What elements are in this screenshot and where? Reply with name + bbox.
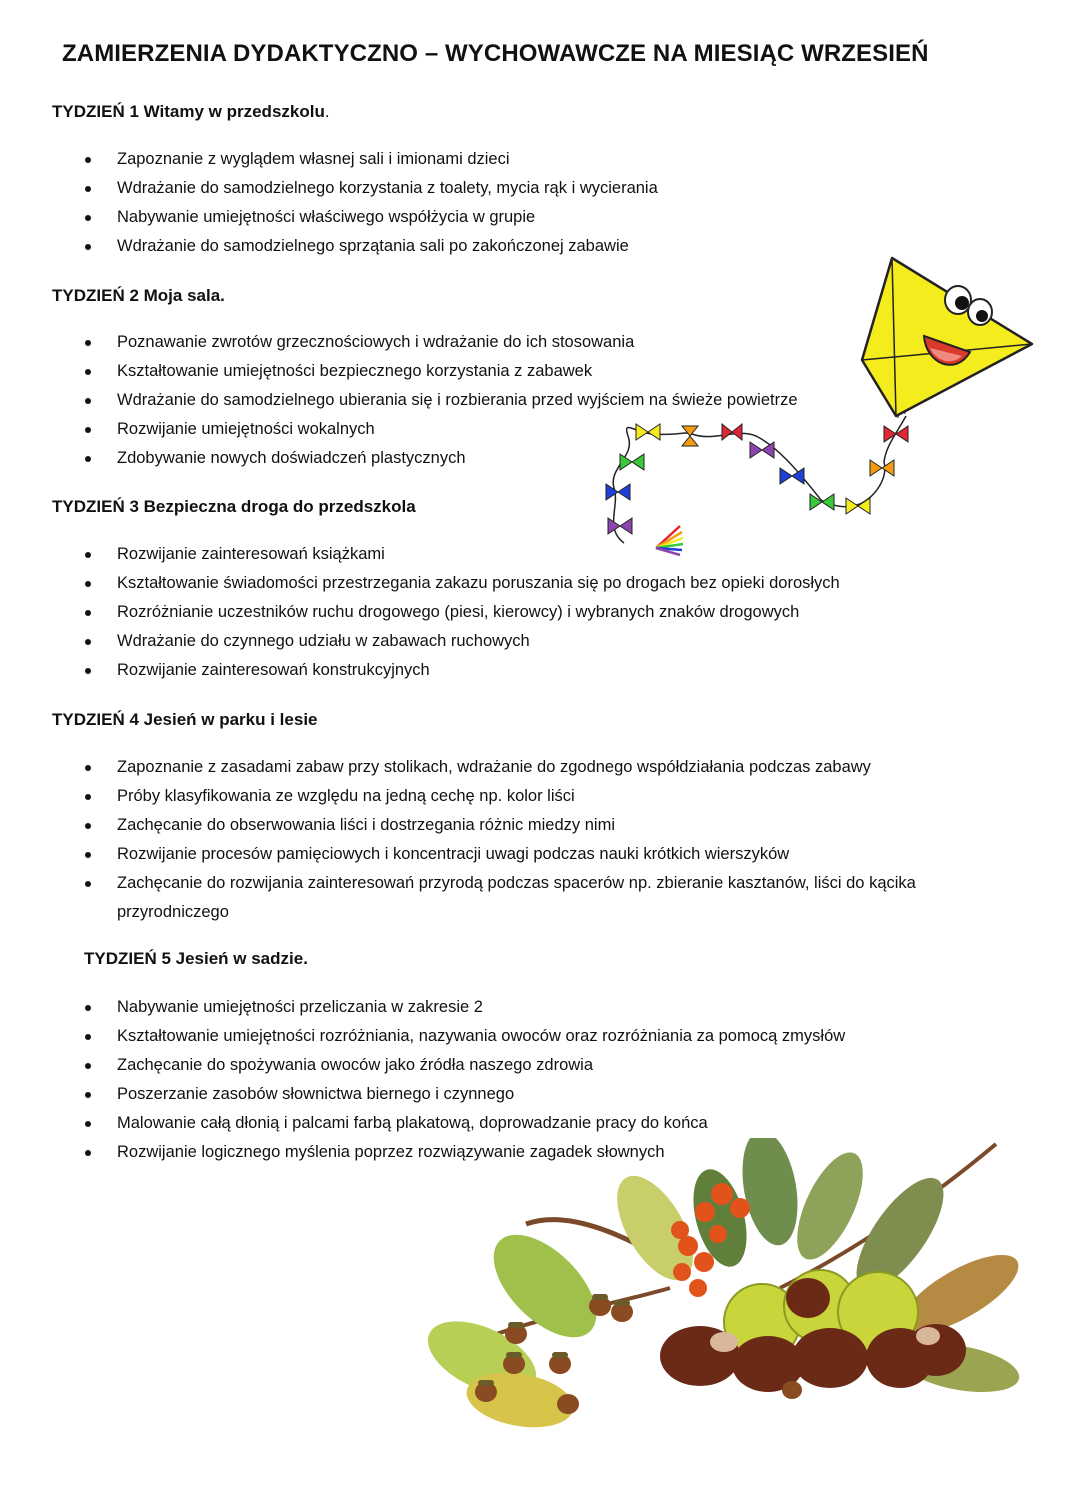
week-3-list xyxy=(84,540,840,685)
week-4-list xyxy=(84,753,977,927)
list-item: Nabywanie umiejętności przeliczania w zakresie 2 xyxy=(84,993,845,1022)
list-item: Zdobywanie nowych doświadczeń plastycznych xyxy=(84,444,798,473)
smiling-kite-icon xyxy=(596,256,1036,556)
week-4-heading: TYDZIEŃ 4 Jesień w parku i lesie xyxy=(52,710,318,729)
list-item: Rozwijanie zainteresowań książkami xyxy=(84,540,840,569)
list-item: Kształtowanie umiejętności bezpiecznego korzystania z zabawek xyxy=(84,357,798,386)
list-item: Poznawanie zwrotów grzecznościowych i wdrażanie do ich stosowania xyxy=(84,328,798,357)
list-item: Kształtowanie świadomości przestrzegania zakazu poruszania się po drogach bez opieki dorosłych xyxy=(84,569,840,598)
week-1-heading: TYDZIEŃ 1 Witamy w przedszkolu. xyxy=(52,102,330,121)
list-item: Zachęcanie do rozwijania zainteresowań przyrodą podczas spacerów np. zbieranie kasztanów, liści do kącika przyrodniczego xyxy=(84,869,977,927)
page-title: ZAMIERZENIA DYDAKTYCZNO – WYCHOWAWCZE NA MIESIĄC WRZESIEŃ xyxy=(62,40,929,67)
list-item: Wdrażanie do czynnego udziału w zabawach ruchowych xyxy=(84,627,840,656)
list-item: Rozwijanie umiejętności wokalnych xyxy=(84,415,798,444)
list-item: Zapoznanie z wyglądem własnej sali i imionami dzieci xyxy=(84,145,658,174)
chestnuts-acorns-leaves-illustration xyxy=(400,1138,1020,1478)
list-item: Zapoznanie z zasadami zabaw przy stolikach, wdrażanie do zgodnego współdziałania podczas zabawy xyxy=(84,753,977,782)
list-item: Rozróżnianie uczestników ruchu drogowego (piesi, kierowcy) i wybranych znaków drogowych xyxy=(84,598,840,627)
list-item: Rozwijanie zainteresowań konstrukcyjnych xyxy=(84,656,840,685)
week-5-heading: TYDZIEŃ 5 Jesień w sadzie. xyxy=(84,949,308,968)
week-2-heading: TYDZIEŃ 2 Moja sala. xyxy=(52,286,225,305)
list-item: Kształtowanie umiejętności rozróżniania, nazywania owoców oraz rozróżniania za pomocą zmysłów xyxy=(84,1022,845,1051)
list-item: Wdrażanie do samodzielnego ubierania się i rozbierania przed wyjściem na świeże powietrze xyxy=(84,386,798,415)
list-item: Nabywanie umiejętności właściwego współżycia w grupie xyxy=(84,203,658,232)
list-item: Zachęcanie do spożywania owoców jako źródła naszego zdrowia xyxy=(84,1051,845,1080)
list-item: Wdrażanie do samodzielnego korzystania z toalety, mycia rąk i wycierania xyxy=(84,174,658,203)
list-item: Rozwijanie procesów pamięciowych i koncentracji uwagi podczas nauki krótkich wierszyków xyxy=(84,840,977,869)
list-item: Rozwijanie logicznego myślenia poprzez rozwiązywanie zagadek słownych xyxy=(84,1138,845,1167)
list-item: Malowanie całą dłonią i palcami farbą plakatową, doprowadzanie pracy do końca xyxy=(84,1109,845,1138)
list-item: Próby klasyfikowania ze względu na jedną cechę np. kolor liści xyxy=(84,782,977,811)
list-item: Zachęcanie do obserwowania liści i dostrzegania różnic miedzy nimi xyxy=(84,811,977,840)
week-3-heading: TYDZIEŃ 3 Bezpieczna droga do przedszkola xyxy=(52,497,416,516)
list-item: Poszerzanie zasobów słownictwa biernego i czynnego xyxy=(84,1080,845,1109)
week-1-list xyxy=(84,145,658,261)
list-item: Wdrażanie do samodzielnego sprzątania sali po zakończonej zabawie xyxy=(84,232,658,261)
